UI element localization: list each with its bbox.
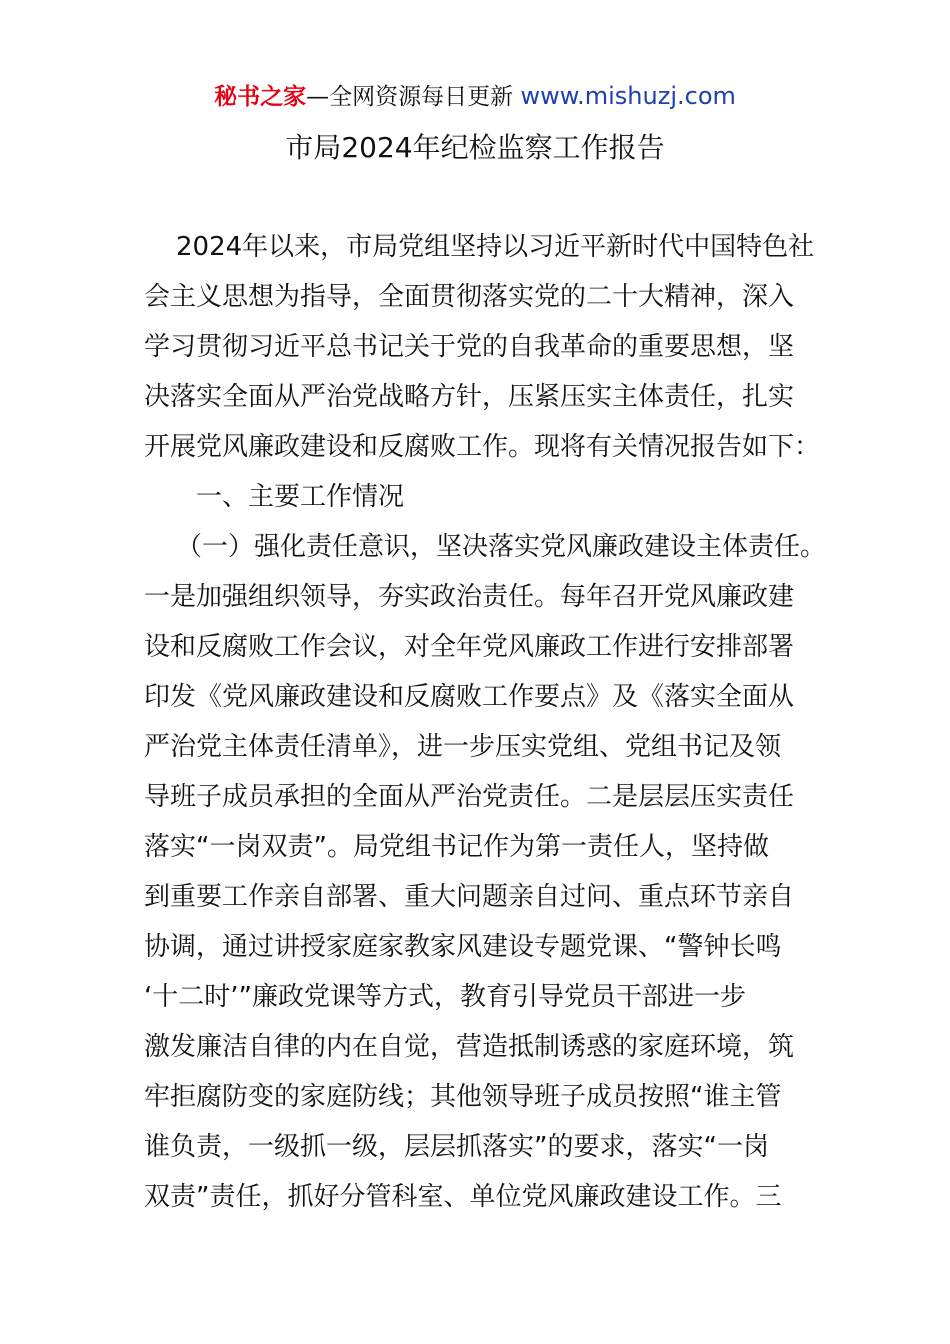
text-line: 一是加强组织领导，夯实政治责任。每年召开党风廉政建	[144, 582, 795, 612]
text-line: 导班子成员承担的全面从严治党责任。二是层层压实责任	[144, 782, 795, 812]
text-line: 2024年以来，市局党组坚持以习近平新时代中国特色社	[176, 232, 815, 262]
site-header	[0, 80, 950, 113]
text-line: 落实“一岗双责”。局党组书记作为第一责任人，坚持做	[144, 832, 769, 862]
site-url: www.mishuzj.com	[520, 82, 736, 110]
text-line: ‘十二时’”廉政党课等方式，教育引导党员干部进一步	[144, 982, 746, 1012]
text-line: 双责”责任，抓好分管科室、单位党风廉政建设工作。三	[144, 1182, 782, 1212]
text-line: 决落实全面从严治党战略方针，压紧压实主体责任，扎实	[144, 382, 795, 412]
header-tagline: —全网资源每日更新	[306, 84, 521, 110]
text-line: 学习贯彻习近平总书记关于党的自我革命的重要思想，坚	[144, 332, 795, 362]
text-line: 激发廉洁自律的内在自觉，营造抵制诱惑的家庭环境，筑	[144, 1032, 795, 1062]
text-line: 设和反腐败工作会议，对全年党风廉政工作进行安排部署	[144, 632, 795, 662]
text-line: 谁负责，一级抓一级，层层抓落实”的要求，落实“一岗	[144, 1132, 769, 1162]
section-heading: 一、主要工作情况	[196, 482, 405, 512]
text-line: 到重要工作亲自部署、重大问题亲自过问、重点环节亲自	[144, 882, 795, 912]
text-line: 严治党主体责任清单》，进一步压实党组、党组书记及领	[144, 732, 782, 762]
text-line: 牢拒腐防变的家庭防线；其他领导班子成员按照“谁主管	[144, 1082, 782, 1112]
brand-name: 秘书之家	[214, 84, 307, 110]
subsection-heading: （一）强化责任意识，坚决落实党风廉政建设主体责任。	[176, 532, 827, 562]
text-line: 印发《党风廉政建设和反腐败工作要点》及《落实全面从	[144, 682, 795, 712]
document-title: 市局2024年纪检监察工作报告	[285, 131, 665, 164]
text-line: 会主义思想为指导，全面贯彻落实党的二十大精神，深入	[144, 282, 795, 312]
text-line: 开展党风廉政建设和反腐败工作。现将有关情况报告如下：	[144, 432, 821, 462]
text-line: 协调，通过讲授家庭家教家风建设专题党课、“警钟长鸣	[144, 932, 782, 962]
